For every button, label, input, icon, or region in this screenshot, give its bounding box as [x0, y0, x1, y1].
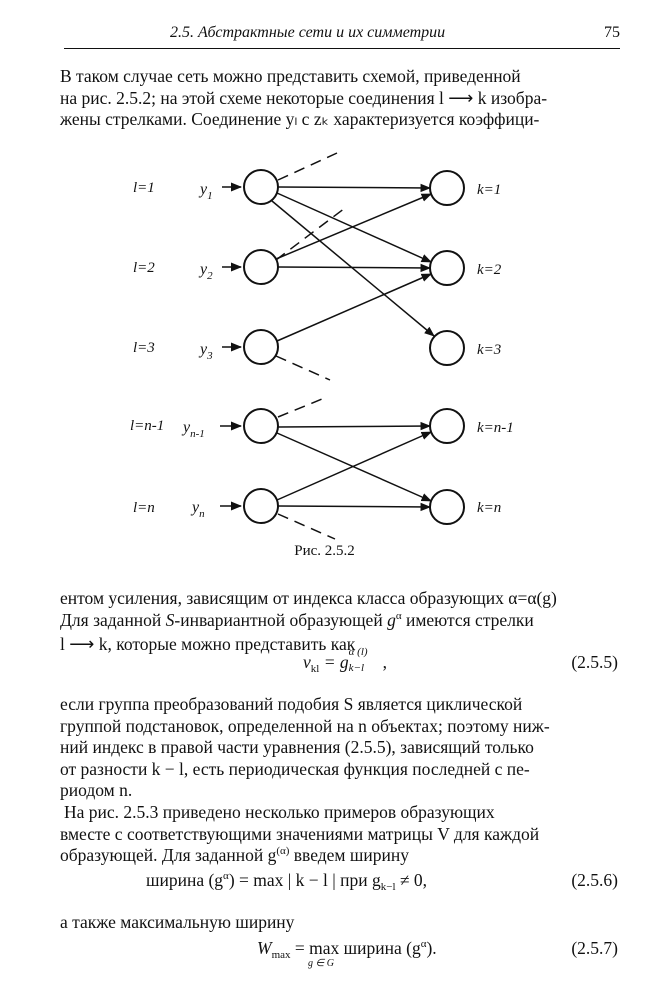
figure-caption: Рис. 2.5.2 — [294, 543, 355, 559]
input-yn-sub: n — [199, 508, 205, 520]
dashed-edge-n-down — [278, 514, 335, 539]
output-node-n — [430, 490, 464, 524]
text-line: от разности k − l, есть периодическая функция последней с пе- — [60, 758, 530, 779]
text-line: образующей. Для заданной $g^{(\alpha)}$ введем ширину — [60, 845, 409, 865]
text-line: а также максимальную ширину — [60, 912, 295, 932]
text-line: l ⟶ k, которые можно представить как — [60, 634, 356, 654]
dashed-edge-3-down — [276, 356, 330, 380]
paragraph-cyclic — [60, 694, 620, 802]
equation-number: (2.5.5) — [571, 652, 618, 672]
equation-number: (2.5.6) — [571, 870, 618, 890]
input-y3-sub: 3 — [207, 350, 213, 362]
output-node-n-1 — [430, 409, 464, 443]
text-line: В таком случае сеть можно представить схемой, приведенной — [60, 66, 521, 86]
text-line: вместе с соответствующими значениями матрицы V для каждой — [60, 823, 540, 844]
equation-2-5-6: ширина $(g^\alpha) = \max$ | k − l | при $g_{k-l} \ne 0$, (2.5.6) — [146, 870, 618, 893]
text-line: если группа преобразований подобия S является циклической — [60, 694, 523, 714]
svg-text:y3 — [198, 341, 213, 362]
output-node-2 — [430, 251, 464, 285]
equation-2-5-5: $v_{kl} = g$ α (l) k−l , (2.5.5) — [303, 646, 618, 675]
input-node-n — [244, 489, 278, 523]
input-node-2 — [244, 250, 278, 284]
svg-text:yn — [190, 499, 205, 520]
equation-number: (2.5.7) — [571, 938, 618, 958]
right-label-n-1: k=n-1 — [477, 420, 514, 436]
input-yn-1: y — [183, 419, 191, 436]
running-header — [64, 22, 620, 49]
edge-n-1-n — [277, 433, 431, 501]
input-y2-sub: 2 — [207, 270, 213, 282]
text-line: на рис. 2.5.2; на этой схеме некоторые соединения l ⟶ k изобра- — [60, 87, 548, 108]
edge-n-n — [278, 506, 430, 507]
left-label-3: l=3 — [133, 340, 155, 356]
input-node-n-1 — [244, 409, 278, 443]
dashed-edge-1-up — [278, 153, 337, 180]
left-label-2: l=2 — [133, 260, 155, 276]
edge-1-1 — [278, 187, 430, 188]
input-y2: y — [200, 261, 208, 278]
text-line: группой подстановок, определенной на n объектах; поэтому ниж- — [60, 715, 550, 736]
edge-n-1-n-1 — [278, 426, 430, 427]
equation-2-5-7: $W_{max} = \max$ ширина $(g^\alpha)$. g ∈ G (2.5.7) — [257, 938, 618, 969]
left-label-n-1: l=n-1 — [130, 418, 165, 434]
text-line: жены стрелками. Соединение yₗ с zₖ характеризуется коэффици- — [60, 109, 540, 129]
input-yn: y — [192, 499, 200, 516]
text-line: ентом усиления, зависящим от индекса класса образующих α=α(g) — [60, 588, 557, 608]
right-label-n: k=n — [477, 500, 502, 516]
edge-2-2 — [278, 267, 430, 268]
left-label-n: l=n — [133, 500, 155, 516]
right-label-3: k=3 — [477, 342, 502, 358]
svg-text:y2 — [198, 261, 213, 282]
input-node-1 — [244, 170, 278, 204]
text-line: Для заданной S-инвариантной образующей $g^\alpha$ имеются стрелки — [60, 609, 534, 630]
dashed-edge-n-1-up — [278, 397, 327, 417]
right-label-2: k=2 — [477, 262, 502, 278]
paragraph-examples — [60, 802, 620, 870]
max-subscript: g ∈ G — [308, 958, 334, 969]
text-line: риодом n. — [60, 780, 133, 800]
paragraph-intro — [60, 66, 620, 131]
output-node-1 — [430, 171, 464, 205]
edge-n-n-1 — [277, 432, 431, 500]
input-yn-1-sub: n-1 — [190, 428, 205, 440]
paragraph-gain — [60, 588, 620, 656]
paragraph-max-width — [60, 912, 620, 934]
network-diagram — [0, 140, 649, 540]
text-line: ний индекс в правой части уравнения (2.5.5), зависящий только — [60, 737, 534, 757]
svg-text:yn-1 — [181, 419, 205, 440]
svg-text:y1 — [198, 181, 213, 202]
input-node-3 — [244, 330, 278, 364]
text-line: На рис. 2.5.3 приведено несколько примеров образующих — [64, 802, 495, 822]
section-title: 2.5. Абстрактные сети и их симметрии — [170, 24, 446, 41]
input-y1-sub: 1 — [207, 190, 213, 202]
page-number: 75 — [604, 24, 620, 41]
output-node-3 — [430, 331, 464, 365]
right-label-1: k=1 — [477, 182, 502, 198]
left-label-1: l=1 — [133, 180, 155, 196]
input-y3: y — [200, 341, 208, 358]
input-y1: y — [200, 181, 208, 198]
edge-3-2 — [277, 274, 431, 341]
